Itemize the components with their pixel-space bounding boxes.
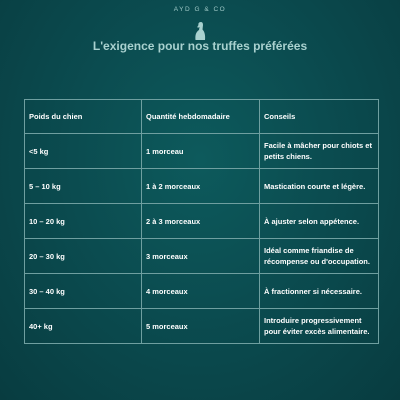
cell-weight: <5 kg (25, 134, 142, 169)
column-header-weight: Poids du chien (25, 100, 142, 134)
column-header-advice: Conseils (260, 100, 379, 134)
cell-quantity: 1 morceau (142, 134, 260, 169)
table-row (25, 239, 379, 274)
table-row (25, 134, 379, 169)
cell-advice: Facile à mâcher pour chiots et petits chiens. (260, 134, 379, 169)
brand-logo-text: AYD G & CO (173, 6, 227, 13)
table-row (25, 204, 379, 239)
cell-weight: 5 – 10 kg (25, 169, 142, 204)
cell-quantity: 1 à 2 morceaux (142, 169, 260, 204)
table-row (25, 309, 379, 344)
cell-quantity: 2 à 3 morceaux (142, 204, 260, 239)
dosage-table (24, 99, 379, 344)
cell-weight: 20 – 30 kg (25, 239, 142, 274)
cell-weight: 40+ kg (25, 309, 142, 344)
cell-weight: 10 – 20 kg (25, 204, 142, 239)
column-header-quantity: Quantité hebdomadaire (142, 100, 260, 134)
page-title: L'exigence pour nos truffes préférées (92, 39, 308, 53)
cell-quantity: 4 morceaux (142, 274, 260, 309)
cell-advice: Idéal comme friandise de récompense ou d'occupation. (260, 239, 379, 274)
cell-quantity: 3 morceaux (142, 239, 260, 274)
cell-advice: Introduire progressivement pour éviter excès alimentaire. (260, 309, 379, 344)
cell-weight: 30 – 40 kg (25, 274, 142, 309)
cell-advice: À fractionner si nécessaire. (260, 274, 379, 309)
cell-advice: Mastication courte et légère. (260, 169, 379, 204)
cell-quantity: 5 morceaux (142, 309, 260, 344)
table-header-row (25, 100, 379, 134)
table-row (25, 169, 379, 204)
cell-advice: À ajuster selon appétence. (260, 204, 379, 239)
table-row (25, 274, 379, 309)
